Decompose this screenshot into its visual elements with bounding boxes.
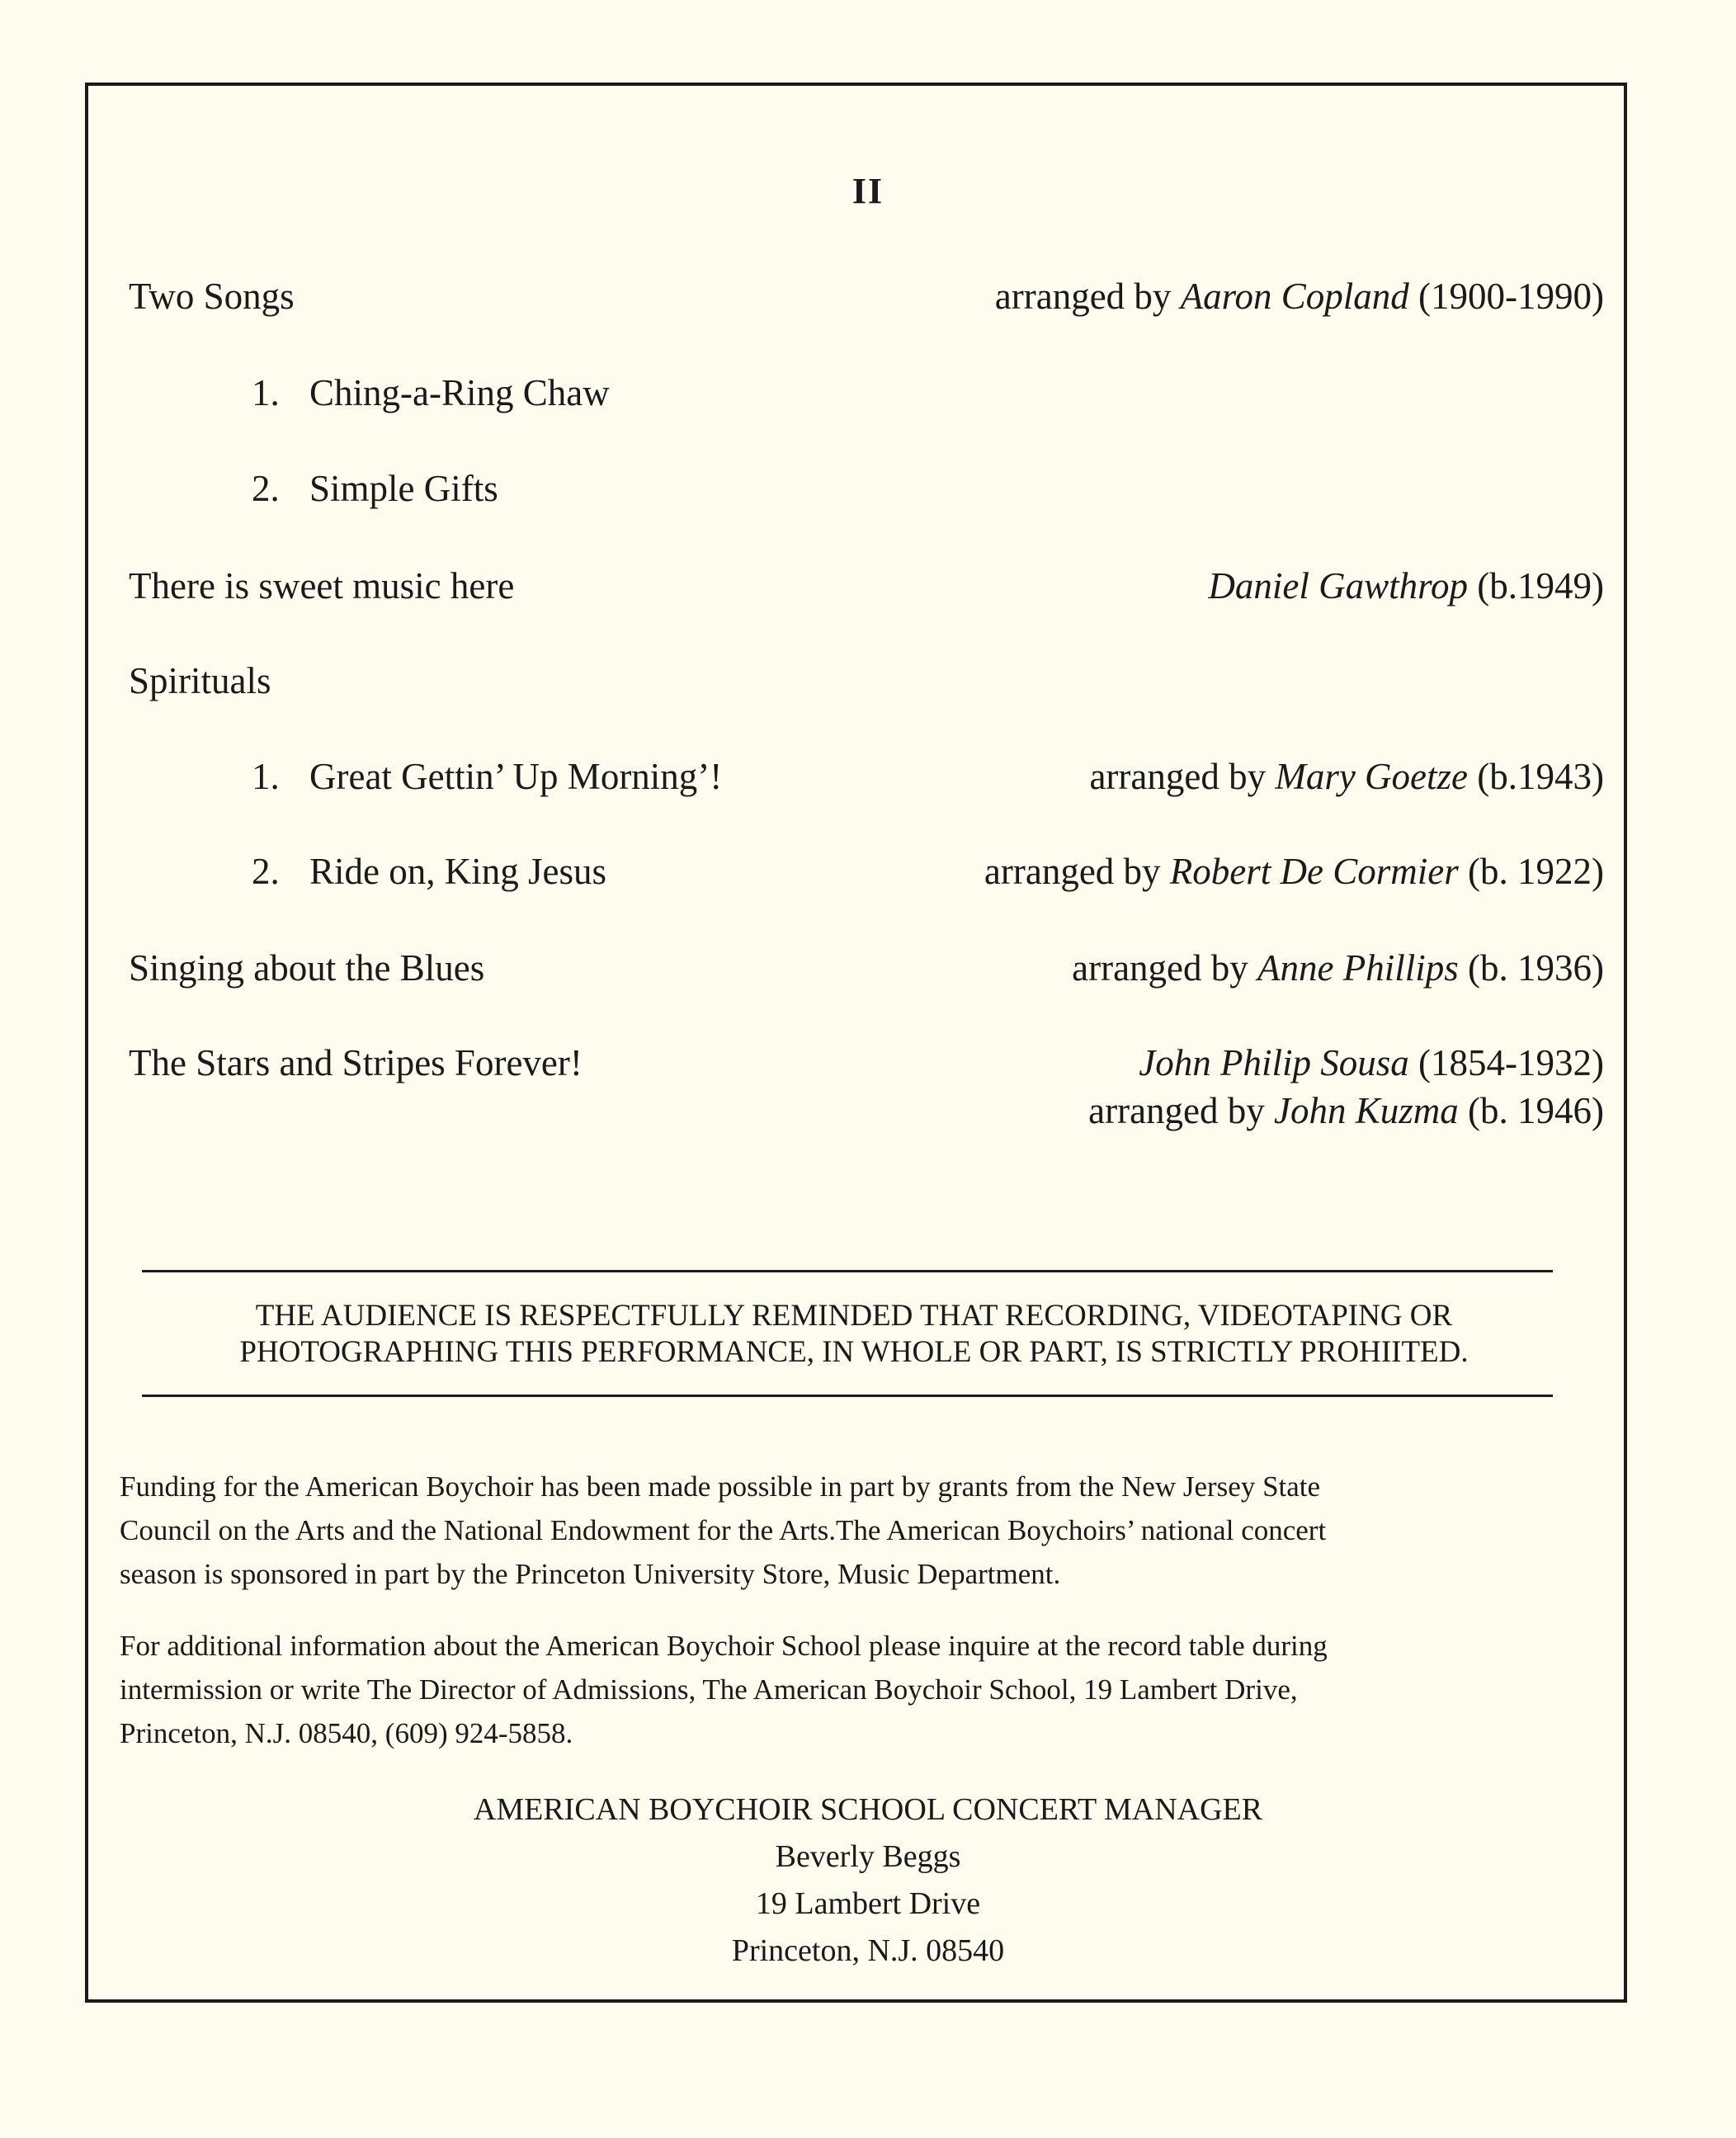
concert-manager-block — [0, 1786, 1736, 1975]
item-number: 2. — [252, 468, 280, 509]
paragraph-line: Funding for the American Boychoir has been made possible in part by grants from the New Jersey State — [120, 1470, 1321, 1503]
item-title: Simple Gifts — [309, 468, 498, 509]
program-title-sweet-music: There is sweet music here — [129, 565, 515, 606]
notice-line: PHOTOGRAPHING THIS PERFORMANCE, IN WHOLE OR PART, IS STRICTLY PROHIITED. — [239, 1335, 1469, 1369]
item-title: Great Gettin’ Up Morning’! — [309, 756, 723, 797]
paragraph-line: For additional information about the American Boychoir School please inquire at the record table during — [120, 1630, 1328, 1662]
composer-dates: (1854-1932) — [1408, 1042, 1604, 1083]
manager-street: 19 Lambert Drive — [755, 1886, 981, 1921]
composer-name: Daniel Gawthrop — [1208, 565, 1469, 606]
credit-prefix: arranged by — [994, 276, 1181, 317]
arranger-dates: (b. 1946) — [1458, 1090, 1604, 1131]
arranger-name: John Kuzma — [1274, 1090, 1459, 1131]
paragraph-line: Princeton, N.J. 08540, (609) 924-5858. — [120, 1717, 573, 1749]
composer-dates: (b. 1936) — [1458, 947, 1604, 989]
item-number: 1. — [252, 372, 280, 413]
composer-dates: (1900-1990) — [1408, 276, 1604, 317]
paragraph-line: season is sponsored in part by the Princeton University Store, Music Department. — [120, 1558, 1061, 1590]
section-number: II — [851, 171, 885, 211]
composer-dates: (b. 1922) — [1458, 851, 1604, 892]
item-title: Ride on, King Jesus — [309, 851, 606, 892]
program-subitem — [252, 371, 610, 414]
program-title-two-songs: Two Songs — [129, 276, 295, 317]
composer-name: John Philip Sousa — [1139, 1042, 1409, 1083]
credit-prefix: arranged by — [984, 851, 1170, 892]
funding-paragraph — [120, 1465, 1613, 1596]
program-title-blues: Singing about the Blues — [129, 947, 485, 989]
divider-top — [142, 1270, 1553, 1272]
item-number: 1. — [252, 756, 280, 797]
composer-dates: (b.1949) — [1468, 565, 1604, 606]
credit-prefix: arranged by — [1088, 1090, 1275, 1131]
composer-dates: (b.1943) — [1468, 756, 1604, 797]
program-credit-spiritual-2 — [984, 850, 1604, 893]
credit-prefix: arranged by — [1089, 756, 1276, 797]
program-credit-stars-arranger — [1088, 1089, 1604, 1132]
item-title: Ching-a-Ring Chaw — [309, 372, 610, 413]
program-title-spirituals: Spirituals — [129, 660, 271, 701]
paragraph-line: Council on the Arts and the National Endowment for the Arts.The American Boychoirs’ national concert — [120, 1514, 1327, 1546]
manager-city: Princeton, N.J. 08540 — [731, 1933, 1005, 1968]
info-paragraph — [120, 1624, 1613, 1755]
credit-prefix: arranged by — [1072, 947, 1258, 989]
composer-name: Anne Phillips — [1257, 947, 1459, 989]
program-credit-blues — [1072, 946, 1604, 989]
item-number: 2. — [252, 851, 280, 892]
program-credit-two-songs — [995, 275, 1604, 318]
composer-name: Robert De Cormier — [1169, 851, 1459, 892]
program-subitem — [252, 467, 498, 510]
notice-line: THE AUDIENCE IS RESPECTFULLY REMINDED THAT RECORDING, VIDEOTAPING OR — [255, 1299, 1453, 1333]
program-title-stars: The Stars and Stripes Forever! — [129, 1042, 583, 1083]
program-credit-stars-composer — [1139, 1041, 1604, 1084]
recording-notice — [132, 1298, 1576, 1371]
program-subitem — [252, 850, 606, 893]
program-credit-spiritual-1 — [1089, 755, 1604, 798]
program-subitem — [252, 755, 722, 798]
paragraph-line: intermission or write The Director of Admissions, The American Boychoir School, 19 Lambert Drive, — [120, 1673, 1298, 1706]
program-credit-sweet-music — [1208, 564, 1604, 607]
divider-bottom — [142, 1395, 1553, 1397]
manager-name: Beverly Beggs — [775, 1839, 961, 1874]
composer-name: Mary Goetze — [1275, 756, 1469, 797]
composer-name: Aaron Copland — [1180, 276, 1409, 317]
manager-heading: AMERICAN BOYCHOIR SCHOOL CONCERT MANAGER — [473, 1792, 1263, 1827]
